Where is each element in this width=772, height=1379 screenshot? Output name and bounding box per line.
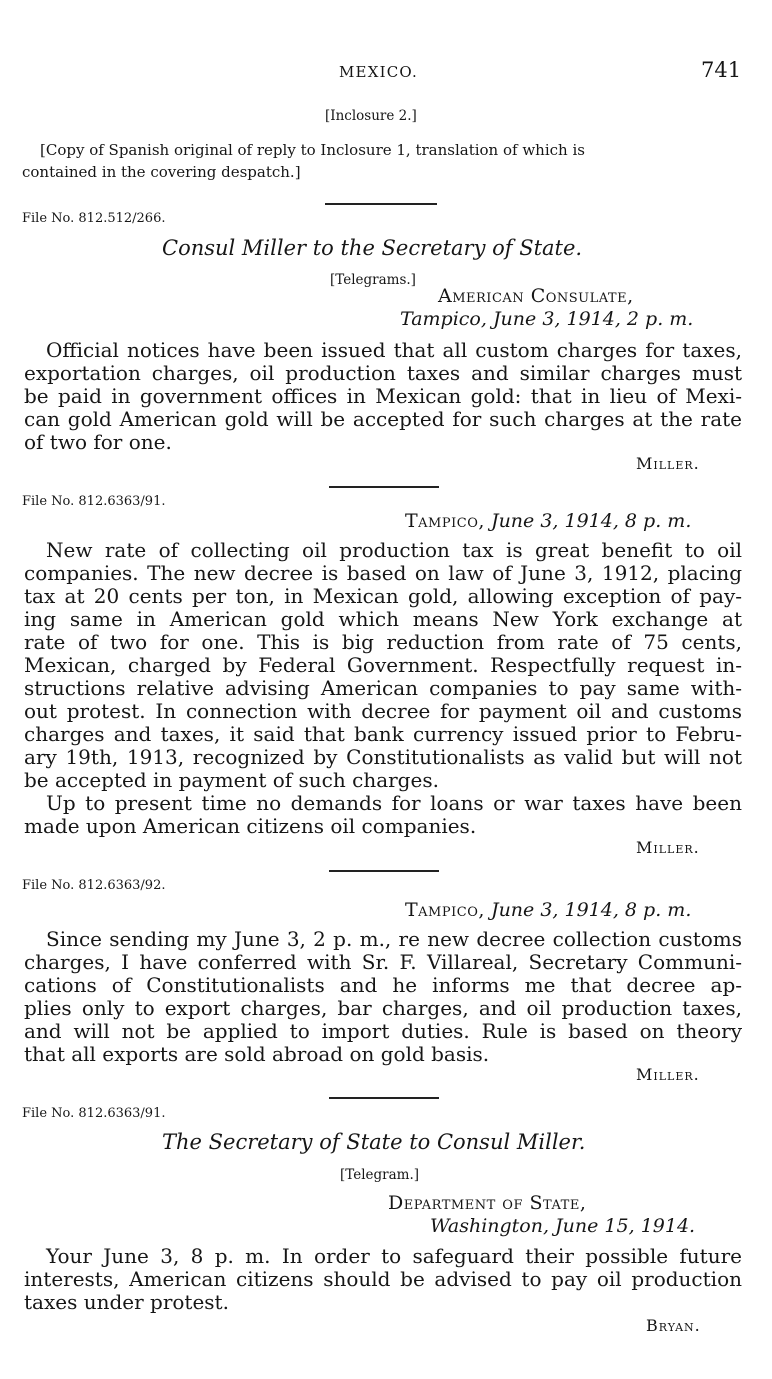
- body-line: out protest. In connection with decree for payment oil and customs: [24, 700, 742, 723]
- telegram-body: [24, 928, 742, 1066]
- body-line: plies only to export charges, bar charges, and oil production taxes,: [24, 997, 742, 1020]
- body-line: Your June 3, 8 p. m. In order to safeguard their possible future: [46, 1245, 742, 1268]
- dateline: Tampico, June 3, 1914, 2 p. m.: [400, 308, 694, 330]
- telegram-body: [24, 539, 742, 838]
- file-number: File No. 812.512/266.: [22, 211, 166, 226]
- section-divider: [329, 486, 439, 488]
- dateline: [405, 510, 691, 532]
- body-line: cations of Constitutionalists and he informs me that decree ap-: [24, 974, 742, 997]
- section-divider: [329, 1097, 439, 1099]
- body-line: Up to present time no demands for loans or war taxes have been: [46, 792, 742, 815]
- inclosure-note-line2: contained in the covering despatch.]: [22, 163, 301, 181]
- body-line: be accepted in payment of such charges.: [24, 769, 439, 792]
- telegram-bracket: [Telegrams.]: [330, 272, 416, 288]
- telegram-body: [24, 339, 742, 454]
- body-line: made upon American citizens oil companies.: [24, 815, 477, 838]
- dateline: Washington, June 15, 1914.: [430, 1215, 696, 1237]
- body-line: ing same in American gold which means New York exchange at: [24, 608, 742, 631]
- telegram-bracket: [Telegram.]: [340, 1167, 420, 1183]
- inclosure-note-line1: [Copy of Spanish original of reply to Inclosure 1, translation of which is: [40, 141, 585, 159]
- dateline: [405, 899, 691, 921]
- signature: Miller.: [636, 838, 700, 857]
- running-head: MEXICO.: [339, 63, 418, 81]
- letter-title: The Secretary of State to Consul Miller.: [162, 1130, 586, 1154]
- body-line: Since sending my June 3, 2 p. m., re new decree collection customs: [46, 928, 742, 951]
- body-line: of two for one.: [24, 431, 172, 454]
- dateline-place: Tampico,: [405, 510, 485, 532]
- body-line: structions relative advising American companies to pay same with-: [24, 677, 742, 700]
- section-divider: [329, 870, 439, 872]
- signature: Miller.: [636, 454, 700, 473]
- body-line: be paid in government offices in Mexican gold: that in lieu of Mexi-: [24, 385, 742, 408]
- telegram-body: [24, 1245, 742, 1314]
- dateline-date: June 3, 1914, 8 p. m.: [490, 510, 692, 532]
- page-number: 741: [701, 58, 742, 82]
- dateline-place: Tampico,: [405, 899, 485, 921]
- body-line: companies. The new decree is based on law of June 3, 1912, placing: [24, 562, 742, 585]
- body-line: exportation charges, oil production taxes and similar charges must: [24, 362, 742, 385]
- body-line: that all exports are sold abroad on gold basis.: [24, 1043, 490, 1066]
- body-line: taxes under protest.: [24, 1291, 229, 1314]
- section-divider: [325, 203, 437, 205]
- consulate-heading: American Consulate,: [438, 285, 634, 307]
- body-line: Official notices have been issued that all custom charges for taxes,: [46, 339, 742, 362]
- inclosure-label: [Inclosure 2.]: [325, 108, 417, 124]
- body-line: charges, I have conferred with Sr. F. Villareal, Secretary Communi-: [24, 951, 742, 974]
- body-line: ary 19th, 1913, recognized by Constitutionalists as valid but will not: [24, 746, 742, 769]
- body-line: New rate of collecting oil production tax is great benefit to oil: [46, 539, 742, 562]
- body-line: can gold American gold will be accepted for such charges at the rate: [24, 408, 742, 431]
- file-number: File No. 812.6363/92.: [22, 878, 166, 893]
- body-line: tax at 20 cents per ton, in Mexican gold, allowing exception of pay-: [24, 585, 742, 608]
- dateline-date: June 3, 1914, 8 p. m.: [490, 899, 692, 921]
- signature: Miller.: [636, 1065, 700, 1084]
- file-number: File No. 812.6363/91.: [22, 1106, 166, 1121]
- department-heading: Department of State,: [388, 1192, 587, 1214]
- body-line: Mexican, charged by Federal Government. Respectfully request in-: [24, 654, 742, 677]
- letter-title: Consul Miller to the Secretary of State.: [162, 236, 583, 260]
- body-line: charges and taxes, it said that bank currency issued prior to Febru-: [24, 723, 742, 746]
- file-number: File No. 812.6363/91.: [22, 494, 166, 509]
- signature: Bryan.: [646, 1316, 701, 1335]
- body-line: rate of two for one. This is big reduction from rate of 75 cents,: [24, 631, 742, 654]
- body-line: interests, American citizens should be advised to pay oil production: [24, 1268, 742, 1291]
- body-line: and will not be applied to import duties. Rule is based on theory: [24, 1020, 742, 1043]
